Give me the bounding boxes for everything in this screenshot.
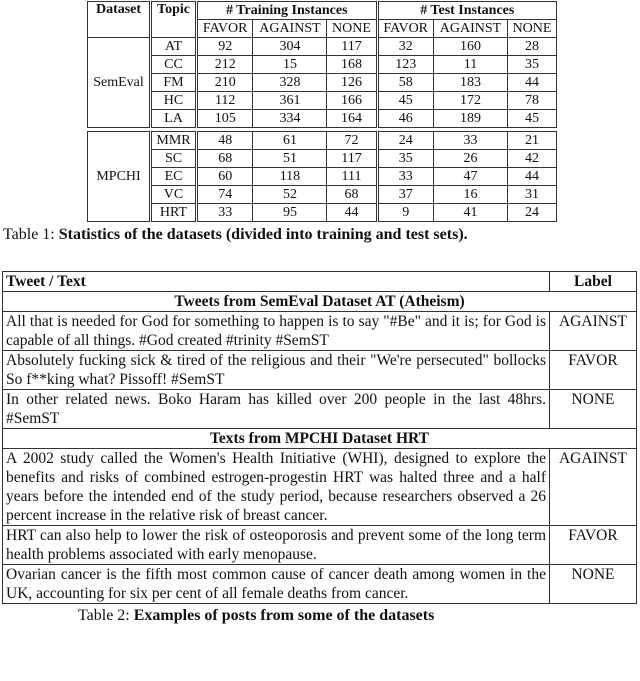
topic-cell: SC [151, 150, 197, 168]
post-text: Ovarian cancer is the fifth most common cause of cancer death among women in the UK, accounting for six per cent of all female deaths from cancer. [3, 565, 550, 604]
table-row [3, 565, 637, 604]
caption-prefix: Table 2: [78, 607, 134, 624]
value-cell: 117 [327, 38, 377, 56]
value-cell: 68 [327, 186, 377, 204]
value-cell: 45 [377, 92, 433, 110]
caption-text: Statistics of the datasets (divided into training and test sets). [58, 226, 468, 243]
stance-label: NONE [550, 565, 637, 604]
value-cell: 52 [253, 186, 327, 204]
value-cell: 183 [433, 74, 507, 92]
value-cell: 160 [433, 38, 507, 56]
value-cell: 105 [196, 110, 252, 128]
topic-cell: AT [151, 38, 197, 56]
value-cell: 33 [433, 132, 507, 150]
value-cell: 51 [253, 150, 327, 168]
value-cell: 74 [196, 186, 252, 204]
value-cell: 21 [508, 132, 557, 150]
header-topic: Topic [151, 2, 197, 38]
caption-prefix: Table 1: [3, 226, 59, 243]
value-cell: 26 [433, 150, 507, 168]
value-cell: 334 [253, 110, 327, 128]
value-cell: 28 [508, 38, 557, 56]
value-cell: 16 [433, 186, 507, 204]
table-row [88, 92, 557, 110]
table-row [3, 312, 637, 351]
value-cell: 72 [327, 132, 377, 150]
header-test: # Test Instances [377, 2, 556, 20]
header-text: Tweet / Text [3, 272, 550, 292]
header-test-none: NONE [508, 20, 557, 38]
value-cell: 31 [508, 186, 557, 204]
header-test-favor: FAVOR [377, 20, 433, 38]
topic-cell: MMR [151, 132, 197, 150]
value-cell: 112 [196, 92, 252, 110]
header-label: Label [550, 272, 637, 292]
value-cell: 32 [377, 38, 433, 56]
dataset-name: MPCHI [88, 132, 151, 222]
topic-cell: VC [151, 186, 197, 204]
table-row [88, 168, 557, 186]
stance-label: FAVOR [550, 526, 637, 565]
value-cell: 44 [327, 204, 377, 222]
value-cell: 95 [253, 204, 327, 222]
value-cell: 164 [327, 110, 377, 128]
table-row [88, 204, 557, 222]
value-cell: 44 [508, 168, 557, 186]
value-cell: 126 [327, 74, 377, 92]
section-row [3, 292, 637, 312]
stance-label: FAVOR [550, 351, 637, 390]
header-train-favor: FAVOR [196, 20, 252, 38]
table-row [88, 110, 557, 128]
value-cell: 47 [433, 168, 507, 186]
value-cell: 166 [327, 92, 377, 110]
caption-text: Examples of posts from some of the datasets [133, 607, 435, 624]
stance-label: AGAINST [550, 312, 637, 351]
value-cell: 24 [377, 132, 433, 150]
post-text: A 2002 study called the Women's Health Initiative (WHI), designed to explore the benefits and risks of combined estrogen-progestin HRT was halted three and a half years before the intended end of the study period, because researchers observed a 26 percent increase in the relative risk of breast cancer. [3, 449, 550, 526]
topic-cell: CC [151, 56, 197, 74]
header-training: # Training Instances [196, 2, 377, 20]
table-row [88, 150, 557, 168]
value-cell: 210 [196, 74, 252, 92]
value-cell: 35 [508, 56, 557, 74]
value-cell: 123 [377, 56, 433, 74]
value-cell: 60 [196, 168, 252, 186]
dataset-statistics-table [87, 1, 557, 222]
stance-label: NONE [550, 390, 637, 429]
table1-caption [3, 225, 640, 245]
header-test-against: AGAINST [433, 20, 507, 38]
table-row [3, 526, 637, 565]
topic-cell: FM [151, 74, 197, 92]
value-cell: 78 [508, 92, 557, 110]
value-cell: 117 [327, 150, 377, 168]
value-cell: 68 [196, 150, 252, 168]
table-row [3, 449, 637, 526]
table-row [3, 351, 637, 390]
value-cell: 41 [433, 204, 507, 222]
value-cell: 46 [377, 110, 433, 128]
table-row [88, 186, 557, 204]
value-cell: 15 [253, 56, 327, 74]
value-cell: 24 [508, 204, 557, 222]
post-text: In other related news. Boko Haram has killed over 200 people in the last 48hrs. #SemST [3, 390, 550, 429]
value-cell: 33 [377, 168, 433, 186]
table-row [3, 390, 637, 429]
value-cell: 35 [377, 150, 433, 168]
table2-caption [78, 606, 640, 626]
value-cell: 44 [508, 74, 557, 92]
post-text: Absolutely fucking sick & tired of the religious and their "We're persecuted" bollocks So f**king what? Pissoff! #SemST [3, 351, 550, 390]
value-cell: 172 [433, 92, 507, 110]
value-cell: 189 [433, 110, 507, 128]
value-cell: 168 [327, 56, 377, 74]
value-cell: 37 [377, 186, 433, 204]
section-row [3, 429, 637, 449]
post-text: HRT can also help to lower the risk of osteoporosis and prevent some of the long term health problems associated with early menopause. [3, 526, 550, 565]
value-cell: 61 [253, 132, 327, 150]
table-row [88, 38, 557, 56]
section-title: Tweets from SemEval Dataset AT (Atheism) [3, 292, 637, 312]
header-train-none: NONE [327, 20, 377, 38]
value-cell: 304 [253, 38, 327, 56]
value-cell: 42 [508, 150, 557, 168]
topic-cell: HRT [151, 204, 197, 222]
post-text: All that is needed for God for something to happen is to say "#Be" and it is; for God is capable of all things. #God created #trinity #SemST [3, 312, 550, 351]
value-cell: 48 [196, 132, 252, 150]
table-row [88, 56, 557, 74]
table-row [88, 74, 557, 92]
value-cell: 361 [253, 92, 327, 110]
value-cell: 118 [253, 168, 327, 186]
topic-cell: HC [151, 92, 197, 110]
value-cell: 111 [327, 168, 377, 186]
stance-label: AGAINST [550, 449, 637, 526]
section-title: Texts from MPCHI Dataset HRT [3, 429, 637, 449]
header-dataset: Dataset [88, 2, 151, 38]
value-cell: 45 [508, 110, 557, 128]
table-row [88, 132, 557, 150]
examples-table [2, 271, 637, 604]
value-cell: 33 [196, 204, 252, 222]
value-cell: 212 [196, 56, 252, 74]
topic-cell: EC [151, 168, 197, 186]
value-cell: 328 [253, 74, 327, 92]
value-cell: 11 [433, 56, 507, 74]
value-cell: 58 [377, 74, 433, 92]
value-cell: 9 [377, 204, 433, 222]
dataset-name: SemEval [88, 38, 151, 128]
topic-cell: LA [151, 110, 197, 128]
value-cell: 92 [196, 38, 252, 56]
header-train-against: AGAINST [253, 20, 327, 38]
